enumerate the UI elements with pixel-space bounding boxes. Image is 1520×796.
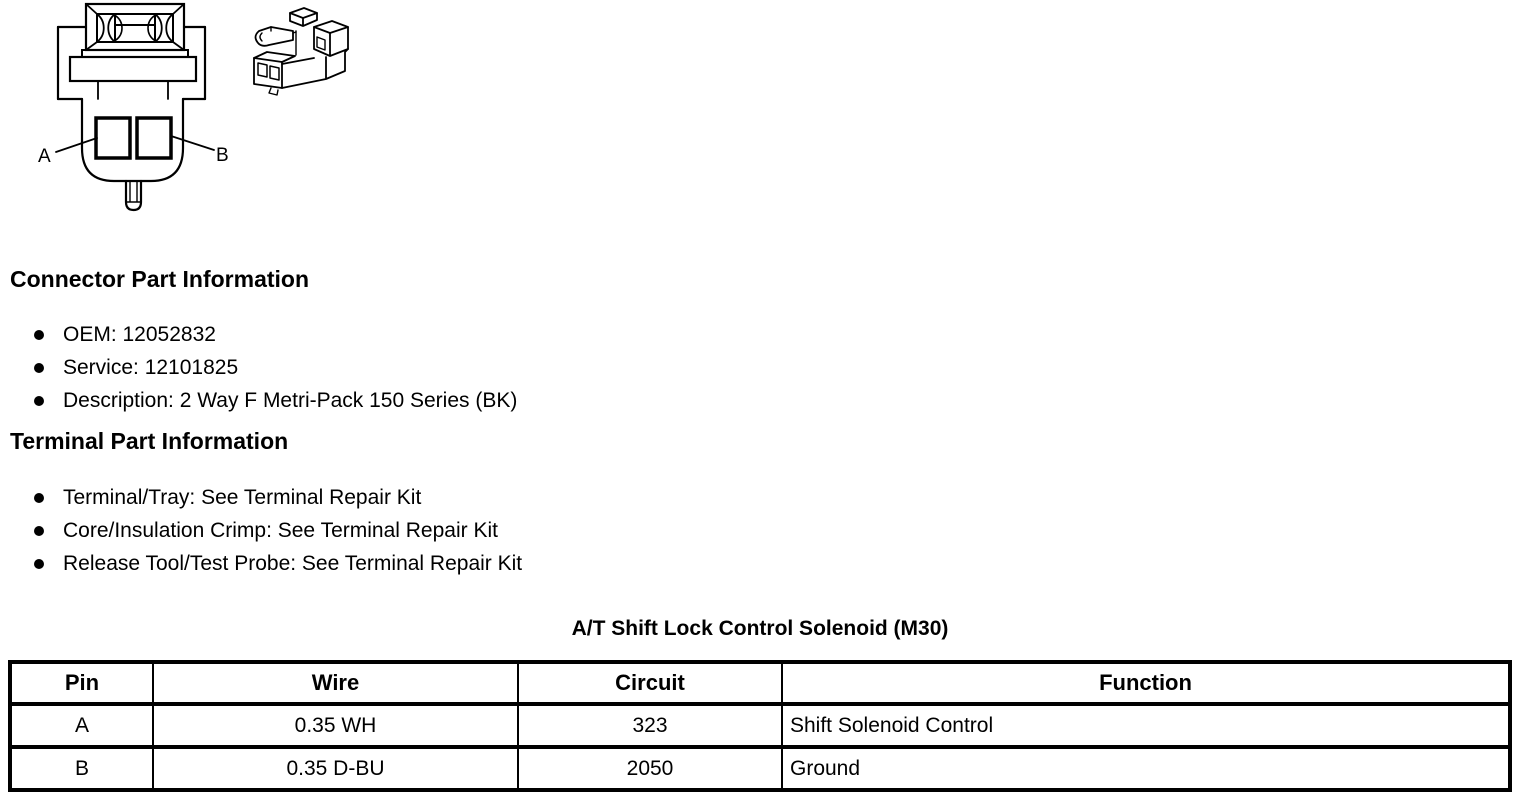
- list-item-service: [34, 351, 517, 384]
- cell-pin: A: [10, 704, 153, 747]
- list-item-oem: [34, 318, 517, 351]
- cell-wire: 0.35 D-BU: [153, 747, 518, 790]
- bullet-icon: [34, 396, 44, 406]
- list-item-text: OEM: 12052832: [63, 322, 216, 346]
- table-row-pin-a: [10, 704, 1510, 747]
- bullet-icon: [34, 363, 44, 373]
- column-header-circuit: Circuit: [518, 662, 782, 704]
- pin-a-label: A: [38, 146, 51, 167]
- connector-diagram: [0, 0, 400, 240]
- column-header-wire: Wire: [153, 662, 518, 704]
- connector-part-heading: Connector Part Information: [10, 266, 310, 292]
- list-item-release-tool: [34, 547, 522, 580]
- cell-function: Shift Solenoid Control: [782, 704, 1510, 747]
- cell-function: Ground: [782, 747, 1510, 790]
- cell-wire: 0.35 WH: [153, 704, 518, 747]
- connector-perspective-view: [254, 8, 348, 95]
- cell-pin: B: [10, 747, 153, 790]
- cell-circuit: 2050: [518, 747, 782, 790]
- list-item-text: Terminal/Tray: See Terminal Repair Kit: [63, 485, 422, 509]
- pin-b-label: B: [216, 145, 229, 166]
- pinout-table: [8, 660, 1512, 792]
- bullet-icon: [34, 526, 44, 536]
- terminal-part-heading: Terminal Part Information: [10, 428, 289, 454]
- list-item-description: [34, 384, 517, 417]
- table-row-pin-b: [10, 747, 1510, 790]
- bullet-icon: [34, 493, 44, 503]
- table-header-row: [10, 662, 1510, 704]
- cell-circuit: 323: [518, 704, 782, 747]
- list-item-core-insulation: [34, 514, 522, 547]
- connector-part-list: [34, 318, 517, 417]
- bullet-icon: [34, 330, 44, 340]
- list-item-text: Service: 12101825: [63, 355, 239, 379]
- column-header-pin: Pin: [10, 662, 153, 704]
- list-item-terminal-tray: [34, 481, 522, 514]
- list-item-text: Core/Insulation Crimp: See Terminal Repair Kit: [63, 518, 498, 542]
- terminal-part-list: [34, 481, 522, 580]
- list-item-text: Release Tool/Test Probe: See Terminal Repair Kit: [63, 551, 523, 575]
- bullet-icon: [34, 559, 44, 569]
- list-item-text: Description: 2 Way F Metri-Pack 150 Series (BK): [63, 388, 518, 412]
- table-title: A/T Shift Lock Control Solenoid (M30): [571, 617, 949, 640]
- connector-front-view: [56, 4, 214, 210]
- column-header-function: Function: [782, 662, 1510, 704]
